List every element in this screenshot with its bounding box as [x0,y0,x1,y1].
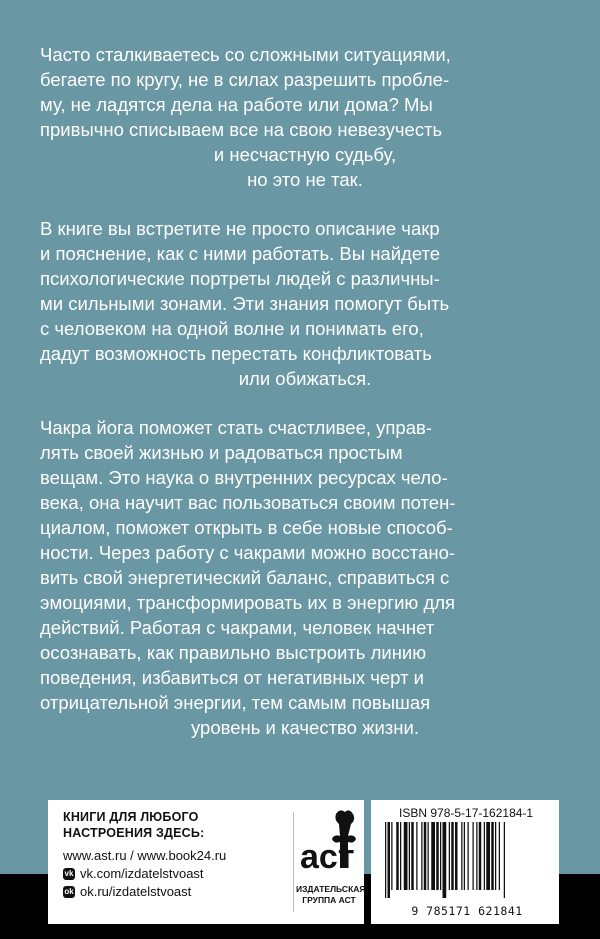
vk-link[interactable] [63,865,226,883]
ok-link-text: ok.ru/izdatelstvoast [80,884,192,899]
text-line: вещам. Это наука о внутренних ресурсах чело- [40,467,448,488]
text-line: осознавать, как правильно выстроить линию [40,642,427,663]
svg-text:аст: аст [300,838,355,876]
text-line: отрицательной энергии, тем самым повышая [40,692,431,713]
text-line: Чакра йога поможет стать счастливее, управ- [40,417,432,438]
promo-title-line: НАСТРОЕНИЯ ЗДЕСЬ: [63,826,205,840]
text-line: и пояснение, как с ними работать. Вы найдете [40,243,441,264]
text-line: Часто сталкиваетесь со сложными ситуациями, [40,44,451,65]
vk-icon: vk [64,869,74,878]
isbn-label: ISBN 978-5-17-162184-1 [399,806,534,820]
barcode-digits: 9 785171 621841 [411,904,523,918]
ok-link[interactable] [63,883,226,901]
publisher-caption: ИЗДАТЕЛЬСКАЯ [296,884,366,894]
back-cover-text [40,42,570,740]
text-line: века, она научит вас пользоваться своим потен- [40,492,456,513]
text-line: В книге вы встретите не просто описание чакр [40,218,440,239]
barcode [379,822,549,918]
text-line: ми сильными зонами. Эти знания помогут быть [40,293,450,314]
promo-title-line: КНИГИ ДЛЯ ЛЮБОГО [63,810,199,824]
text-line: му, не ладятся дела на работе или дома? Мы [40,94,433,115]
text-line: лять своей жизнью и радоваться простым [40,442,403,463]
ast-logo-icon [296,806,362,886]
text-line: психологические портреты людей с различны- [40,268,440,289]
barcode-icon [379,822,549,898]
isbn-box [371,800,559,924]
text-line: бегаете по кругу, не в силах разрешить пробле- [40,69,450,90]
publisher-info-box [48,800,364,924]
text-line: вить свой энергетический баланс, справиться с [40,567,450,588]
website-links[interactable]: www.ast.ru / www.book24.ru [63,848,227,863]
text-line: эмоциями, трансформировать их в энергию для [40,592,456,613]
text-line: и несчастную судьбу, [213,144,397,165]
text-line: уровень и качество жизни. [191,717,419,738]
divider [293,812,294,912]
publisher-caption: ГРУППА АСТ [302,895,356,905]
text-line: с человеком на одной волне и понимать его, [40,318,424,339]
text-line: дадут возможность перестать конфликтовать [40,343,432,364]
text-line: действий. Работая с чакрами, человек начнет [40,617,435,638]
ok-icon: ok [64,887,74,896]
vk-link-text: vk.com/izdatelstvoast [80,866,204,881]
text-line: привычно списываем все на свою невезучесть [40,119,443,140]
promo-block [63,809,226,901]
text-line-centered: или обижаться. [238,368,372,389]
text-line-centered: но это не так. [247,169,363,190]
text-line: циалом, поможет открыть в себе новые способ- [40,517,453,538]
publisher-logo [296,806,366,918]
text-line: ности. Через работу с чакрами можно восстано- [40,542,456,563]
text-line: поведения, избавиться от негативных черт и [40,667,425,688]
